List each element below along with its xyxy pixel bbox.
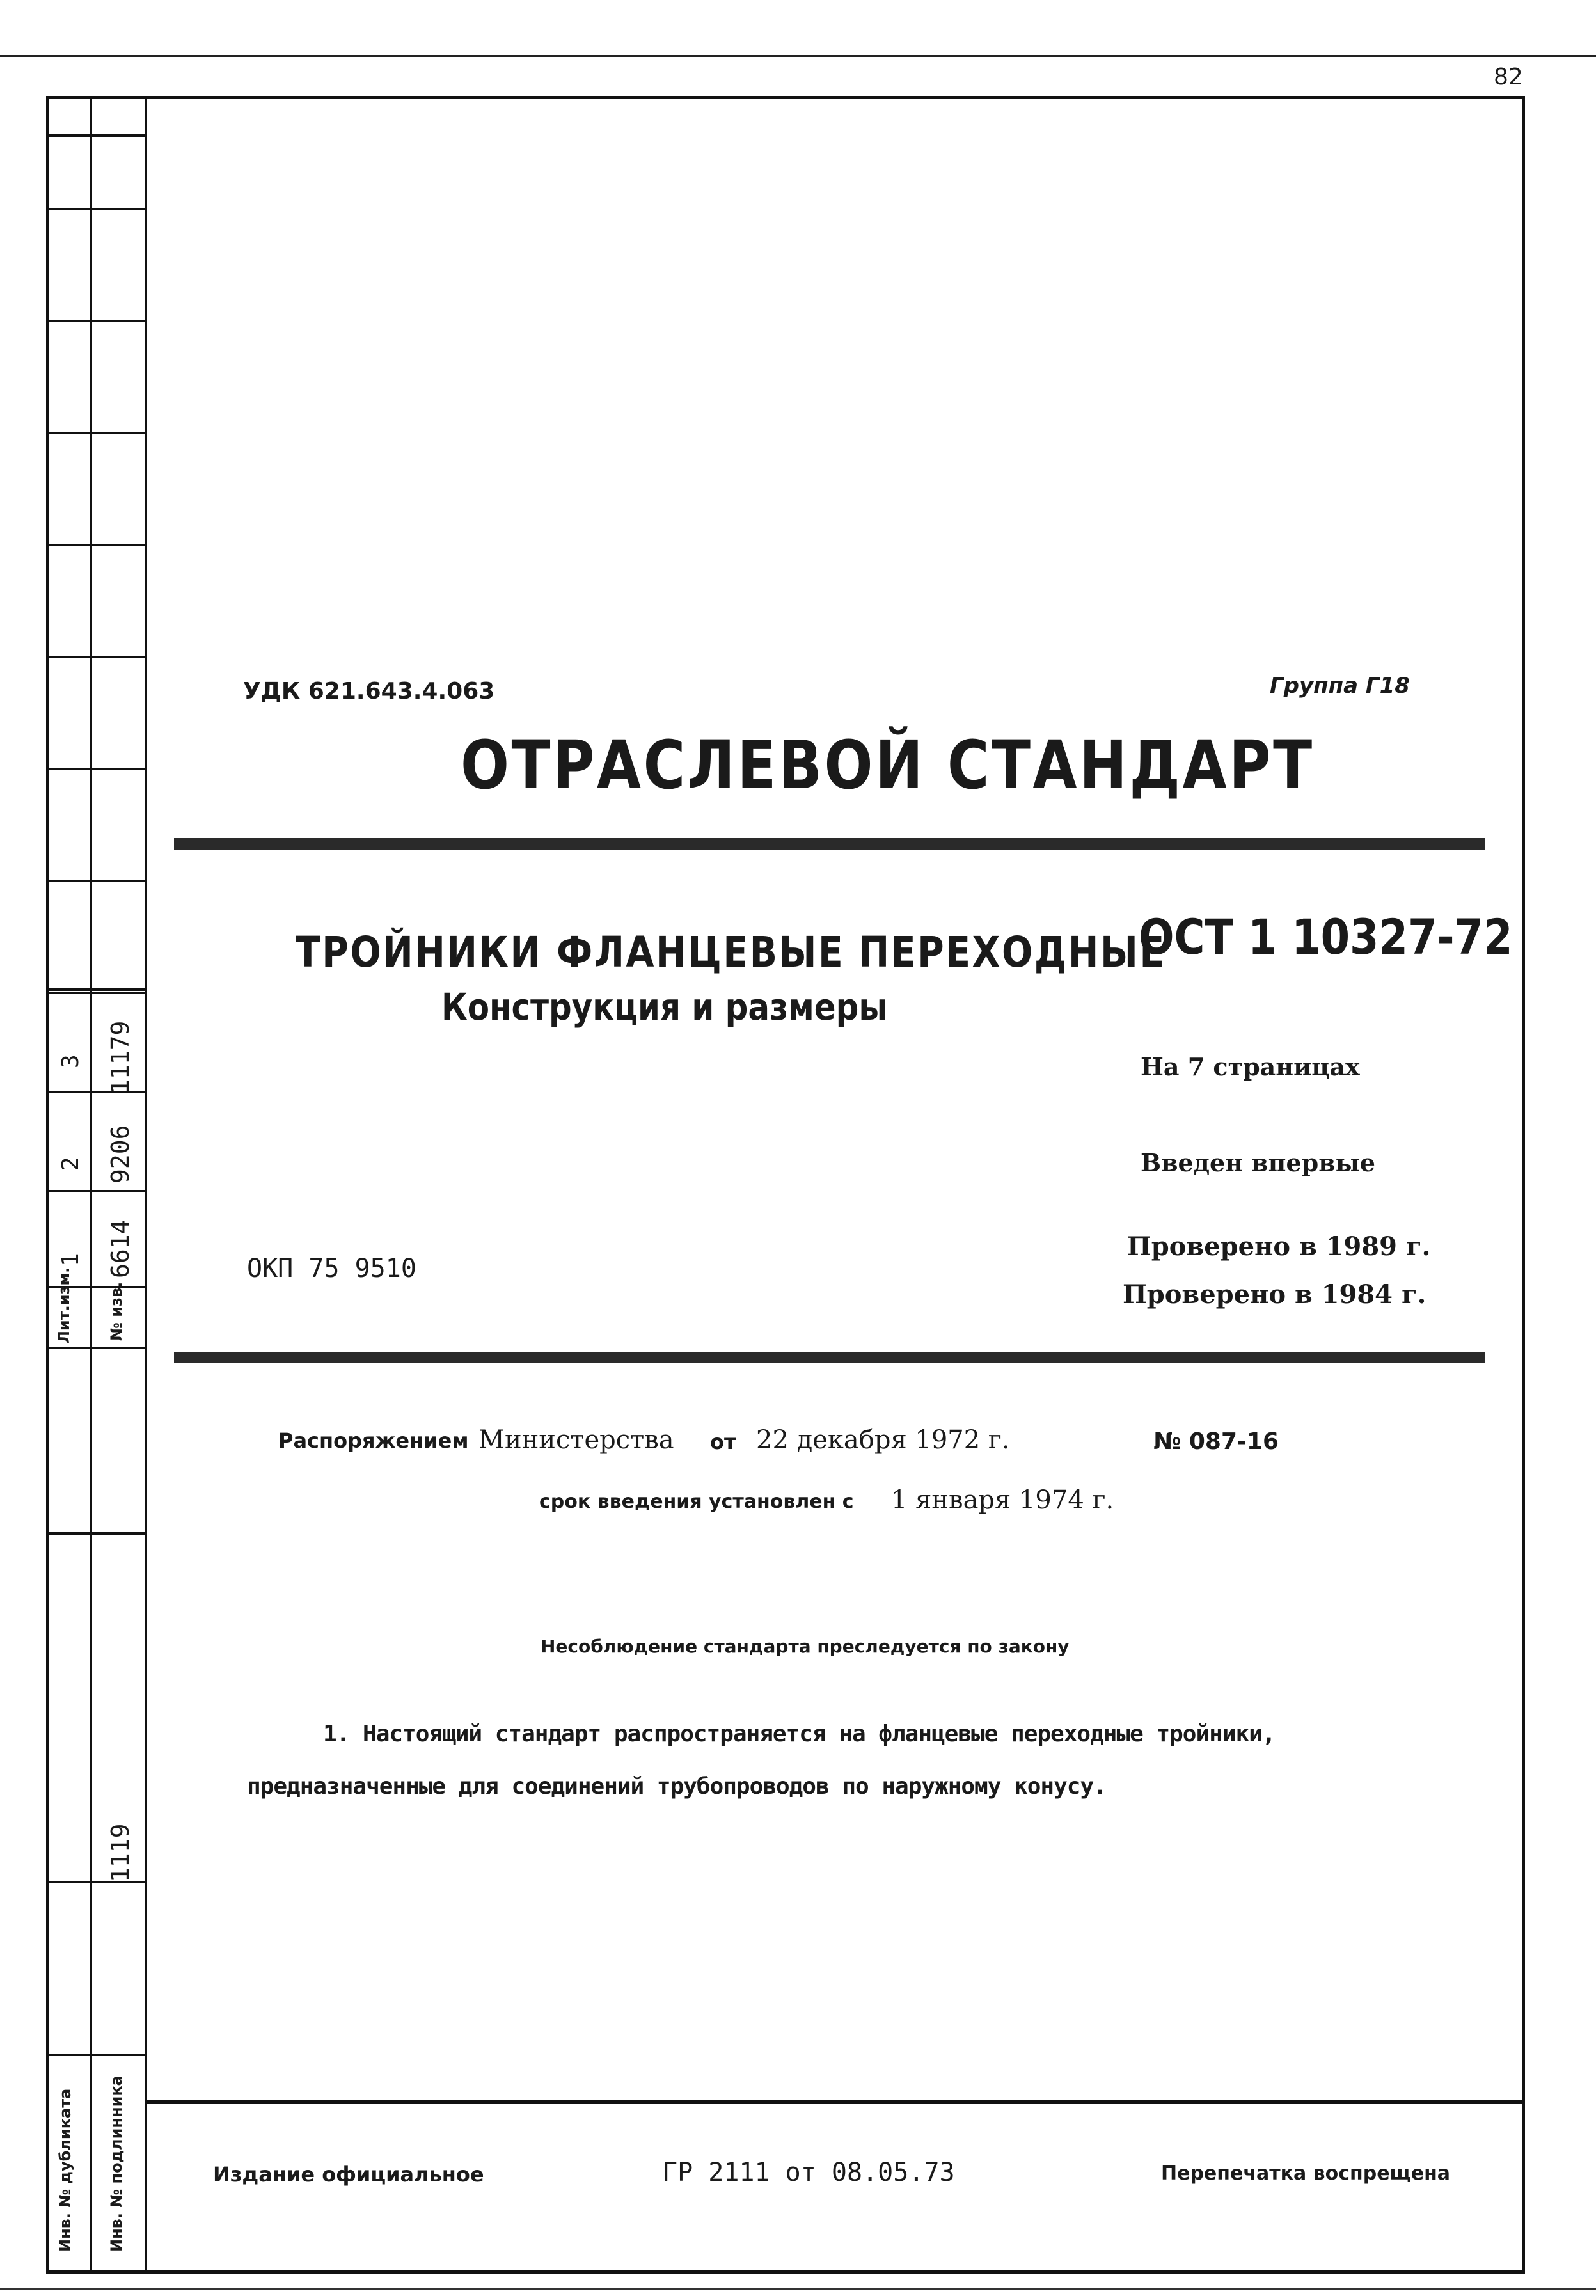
- effective-date: 1 января 1974 г.: [891, 1485, 1114, 1515]
- stamp-row-line: [46, 1190, 147, 1192]
- legal-warning: Несоблюдение стандарта преследуется по закону: [541, 1636, 1070, 1657]
- decree-by: Распоряжением: [278, 1429, 469, 1453]
- bottom-rule: [0, 2288, 1596, 2290]
- stamp-row-line: [46, 134, 147, 137]
- top-thick-rule: [174, 838, 1485, 850]
- stamp-row-line: [46, 656, 147, 658]
- stamp-doc-label: № изв.: [107, 1281, 125, 1341]
- okp-code: ОКП 75 9510: [247, 1254, 416, 1283]
- stamp-inv-value: 1119: [106, 1823, 134, 1882]
- top-rule: [0, 55, 1596, 57]
- footer-official: Издание официальное: [213, 2162, 484, 2187]
- decree-number: № 087-16: [1153, 1429, 1279, 1455]
- document-code: ОСТ 1 10327-72: [1139, 908, 1513, 965]
- stamp-row-line: [46, 2054, 147, 2056]
- stamp-row-line: [46, 320, 147, 322]
- footer-reprint: Перепечатка воспрещена: [1161, 2162, 1451, 2185]
- group-code: Группа Г18: [1270, 673, 1410, 699]
- stamp-row-line: [46, 432, 147, 434]
- stamp-changes-label: Лит.изм.: [55, 1267, 73, 1343]
- document-subtitle: Конструкция и размеры: [441, 985, 888, 1029]
- stamp-row-line: [46, 1532, 147, 1535]
- page-title: ОТРАСЛЕВОЙ СТАНДАРТ: [461, 726, 1315, 804]
- stamp-row-line: [46, 992, 147, 994]
- side-stamp: [46, 96, 147, 2274]
- stamp-row-line: [46, 768, 147, 770]
- stamp-change-2: 2: [58, 1157, 84, 1171]
- stamp-row-line: [46, 544, 147, 546]
- checked-1989: Проверено в 1989 г.: [1127, 1231, 1431, 1262]
- stamp-row-line: [46, 988, 147, 991]
- stamp-change-3: 3: [58, 1054, 84, 1068]
- stamp-doc-3: 11179: [106, 1020, 134, 1094]
- stamp-change-1: 1: [58, 1253, 84, 1267]
- decree-date: 22 декабря 1972 г.: [756, 1425, 1010, 1455]
- footer-registration: ГР 2111 от 08.05.73: [662, 2158, 955, 2187]
- stamp-dup-label: Инв. № дубликата: [56, 2088, 74, 2252]
- page-number: 82: [1494, 64, 1523, 90]
- stamp-row-line: [46, 1347, 147, 1349]
- clause-1-line-1: 1. Настоящий стандарт распространяется на фланцевые переходные тройники,: [323, 1721, 1276, 1747]
- udc-code: УДК 621.643.4.063: [243, 678, 495, 704]
- bottom-thick-rule: [174, 1352, 1485, 1363]
- stamp-doc-2: 9206: [106, 1125, 134, 1184]
- document-name: ТРОЙНИКИ ФЛАНЦЕВЫЕ ПЕРЕХОДНЫЕ: [296, 928, 1166, 977]
- page-frame: [46, 96, 1525, 2274]
- pages-count: На 7 страницах: [1141, 1052, 1360, 1081]
- stamp-right-edge: [145, 96, 147, 2274]
- stamp-orig-label: Инв. № подлинника: [107, 2075, 125, 2252]
- stamp-doc-1: 6614: [106, 1219, 134, 1278]
- clause-1-line-2: предназначенные для соединений трубопроводов по наружному конусу.: [247, 1773, 1107, 1800]
- stamp-row-line: [46, 880, 147, 882]
- effective-label: срок введения установлен с: [539, 1491, 854, 1513]
- decree-ministry: Министерства: [478, 1425, 674, 1455]
- decree-from: от: [710, 1430, 736, 1454]
- introduced-note: Введен впервые: [1141, 1148, 1375, 1177]
- checked-1984: Проверено в 1984 г.: [1123, 1279, 1426, 1310]
- footer-separator: [147, 2100, 1525, 2104]
- stamp-divider: [90, 96, 92, 2274]
- stamp-row-line: [46, 208, 147, 210]
